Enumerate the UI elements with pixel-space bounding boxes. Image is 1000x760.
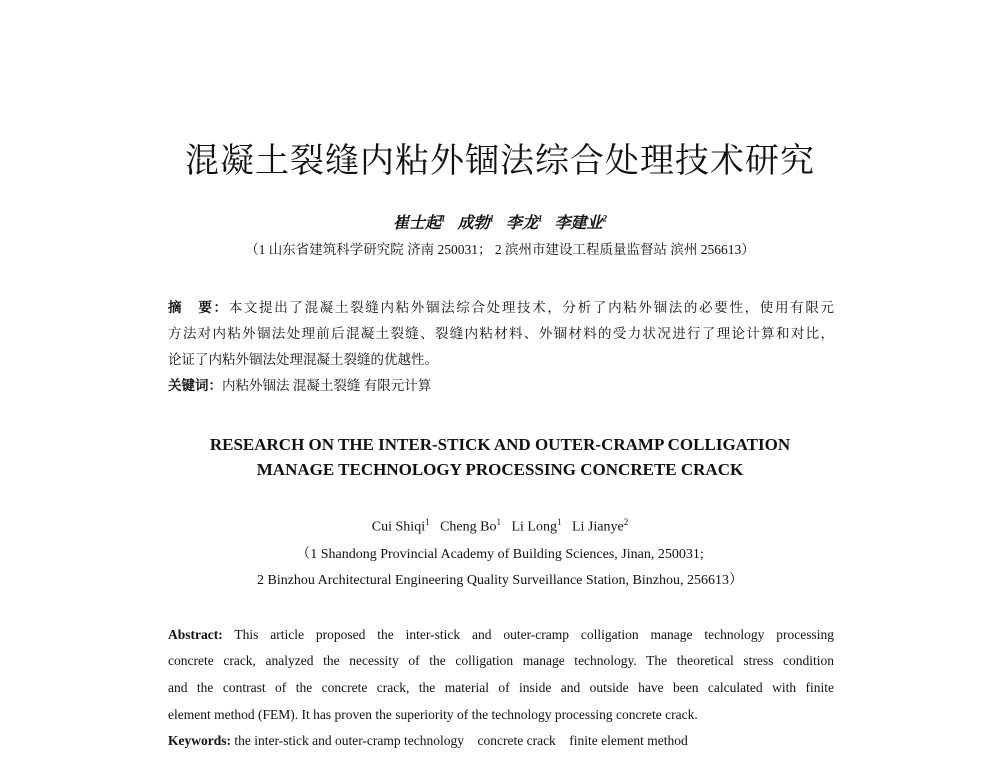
abstract-cn-line: 论证了内粘外锢法处理混凝土裂缝的优越性。 xyxy=(168,352,438,367)
author: 李龙 xyxy=(506,215,539,232)
paper-title-en-line1: RESEARCH ON THE INTER-STICK AND OUTER-CRAMP COLLIGATION xyxy=(209,435,791,454)
author: 崔士起 xyxy=(392,215,441,232)
abstract-en-line: and the contrast of the concrete crack, the material of inside and outside have been calculated with finite xyxy=(168,680,834,695)
affiliation-mark: 1 xyxy=(440,213,446,224)
affiliation-mark: 2 xyxy=(602,213,608,224)
authors-cn xyxy=(0,210,1000,233)
abstract-cn-label: 摘 要： xyxy=(168,300,229,315)
abstract-en-line xyxy=(168,627,834,643)
paper-title-en-line2: MANAGE TECHNOLOGY PROCESSING CONCRETE CRACK xyxy=(256,460,744,479)
abstract-en-label: Abstract: xyxy=(168,627,223,642)
abstract-en-line: concrete crack, analyzed the necessity of the colligation manage technology. The theoretical stress condition xyxy=(168,653,834,668)
affiliation-mark: 1 xyxy=(425,517,430,527)
abstract-cn-text: 本文提出了混凝土裂缝内粘外锢法综合处理技术，分析了内粘外锢法的必要性，使用有限元 xyxy=(228,300,835,315)
affiliation-mark: 1 xyxy=(538,213,543,224)
abstract-cn-line: 方法对内粘外锢法处理前后混凝土裂缝、裂缝内粘材料、外锢材料的受力状况进行了理论计算和对比， xyxy=(168,326,834,341)
keywords-en xyxy=(168,733,834,749)
keywords-cn-text: 内粘外锢法 混凝土裂缝 有限元计算 xyxy=(222,378,432,393)
affiliation-en-line1: （1 Shandong Provincial Academy of Building Sciences, Jinan, 250031; xyxy=(296,547,704,562)
author: Cui Shiqi xyxy=(371,519,426,535)
abstract-en-line: element method (FEM). It has proven the superiority of the technology processing concrete crack. xyxy=(168,707,698,722)
affiliation-mark: 1 xyxy=(489,213,494,224)
authors-en xyxy=(0,517,1000,536)
keywords-cn xyxy=(168,374,834,394)
keywords-cn-label: 关键词： xyxy=(168,378,222,393)
keywords-en-label: Keywords: xyxy=(168,733,231,748)
affiliation-en-line2: 2 Binzhou Architectural Engineering Quality Surveillance Station, Binzhou, 256613） xyxy=(256,573,743,588)
keywords-en-text: the inter-stick and outer-cramp technology concrete crack finite element method xyxy=(234,733,688,748)
affiliation-mark: 1 xyxy=(556,517,562,527)
author: 李建业 xyxy=(554,215,603,232)
author: 成勃 xyxy=(457,215,490,232)
abstract-en-text: This article proposed the inter-stick and outer-cramp colligation manage technology processing xyxy=(234,627,834,642)
author: Li Jianye xyxy=(571,519,624,535)
affiliation-cn: （1 山东省建筑科学研究院 济南 250031； 2 滨州市建设工程质量监督站 滨州 256613） xyxy=(245,242,755,257)
abstract-cn-line xyxy=(168,296,834,316)
paper-title-cn: 混凝土裂缝内粘外锢法综合处理技术研究 xyxy=(185,141,815,181)
author: Cheng Bo xyxy=(440,519,497,535)
affiliation-mark: 2 xyxy=(623,517,629,527)
affiliation-mark: 1 xyxy=(496,517,501,527)
author: Li Long xyxy=(511,519,557,535)
